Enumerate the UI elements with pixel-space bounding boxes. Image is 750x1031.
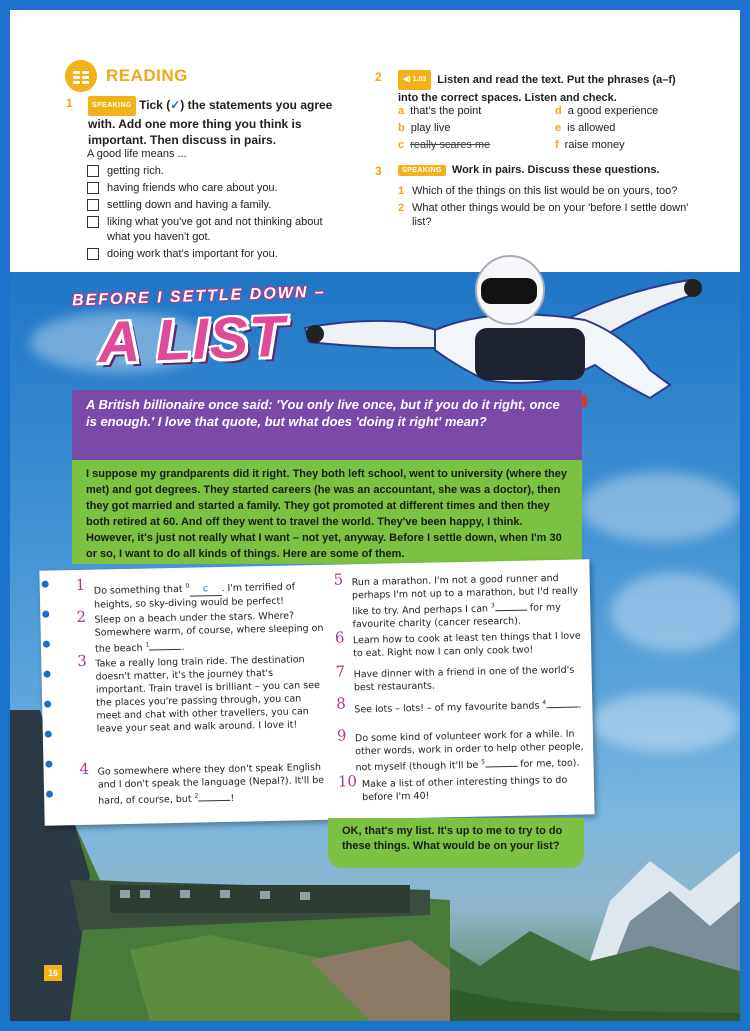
list-item: 8 See lots – lots! – of my favourite bands $^4$ . <box>336 694 582 716</box>
list-item: 3 Take a really long train ride. The destination doesn't matter, it's the journey that's important. Train travel is brilliant – you can see the places you're passing through, you can meet and chat with other travellers, you can leave your seat and walk around. I love it! <box>77 651 320 735</box>
outro-box <box>328 818 584 868</box>
question-2-instructions: ◀) 1.03 Listen and read the text. Put the phrases (a–f) into the correct spaces. Listen and check. <box>398 70 698 106</box>
phrase-item: a that's the point <box>398 105 482 117</box>
checkbox[interactable] <box>87 216 99 228</box>
list-item: 10 Make a list of other interesting things to do before I'm 40! <box>337 772 568 804</box>
phrase-item: e is allowed <box>555 122 616 134</box>
question-3-instructions: SPEAKING Work in pairs. Discuss these questions. <box>398 164 660 176</box>
question-1-instructions: SPEAKING Tick (✓) the statements you agree with. Add one more thing you think is important. Then discuss in pairs. <box>88 96 338 148</box>
intro-text: A British billionaire once said: 'You only live once, but if you do it right, once is enough.' I love that quote, but what does 'doing it right' mean? <box>86 397 560 429</box>
bucket-list-notepad <box>39 559 594 825</box>
list-item: 9 Do some kind of volunteer work for a while. In other words, work in order to help other people, not myself (though it'll be $^5$ for me, too). <box>336 726 584 774</box>
answer-blank[interactable] <box>149 649 181 651</box>
audio-track-button[interactable]: ◀) 1.03 <box>398 70 431 90</box>
speaking-tag: SPEAKING <box>398 165 446 176</box>
checkbox[interactable] <box>87 199 99 211</box>
phrase-item: d a good experience <box>555 105 659 117</box>
discussion-question: 1 Which of the things on this list would be on yours, too? <box>398 185 678 197</box>
answer-blank[interactable] <box>495 610 527 612</box>
article-title: A LIST <box>96 303 287 376</box>
answer-blank[interactable]: c <box>189 582 221 597</box>
article-subtitle: BEFORE I SETTLE DOWN – <box>71 283 326 310</box>
book-icon <box>65 60 97 92</box>
lead-text: A good life means ... <box>87 148 187 160</box>
exercises-section <box>10 10 740 272</box>
list-item: 7 Have dinner with a friend in one of the world's best restaurants. <box>335 662 575 694</box>
question-number: 1 <box>66 96 73 110</box>
list-item: 6 Learn how to cook at least ten things that I love to eat. Right now I can only cook two! <box>334 628 581 660</box>
checkbox-item[interactable]: doing work that's important for you. <box>87 247 347 262</box>
intro-box <box>72 390 582 460</box>
question-number: 3 <box>375 164 382 178</box>
speaking-tag: SPEAKING <box>88 96 136 116</box>
list-item: 1 Do something that $^0$ c . I'm terrified of heights, so sky-diving would be perfect! <box>75 575 296 611</box>
answer-blank[interactable] <box>546 707 578 709</box>
body-text: I suppose my grandparents did it right. They both left school, went to university (where they met) and got degrees. They started careers (he was an accountant, she was a doctor), then they got married and started a family. They got promoted at different times and then they both retired at 60. And off they went to travel the world. They've been happy, I think. However, it's just not really what I want – not yet, anyway. Before I settle down, when I'm 30 or so, I want to do all kinds of things. Here are some of them. <box>86 468 568 560</box>
checkbox-item[interactable]: liking what you've got and not thinking about what you haven't got. <box>87 215 347 245</box>
list-item: 4 Go somewhere where they don't speak English and I don't speak the language (Nepal?). It'll be hard, of course, but $^2$ ! <box>79 759 325 807</box>
phrase-item: f raise money <box>555 139 625 151</box>
answer-blank[interactable] <box>198 800 230 802</box>
checkbox[interactable] <box>87 165 99 177</box>
answer-blank[interactable] <box>485 766 517 768</box>
discussion-question: 2 What other things would be on your 'before I settle down' list? <box>398 202 689 228</box>
checkbox-item[interactable]: having friends who care about you. <box>87 181 347 196</box>
checkbox[interactable] <box>87 182 99 194</box>
list-item: 2 Sleep on a beach under the stars. Where? Somewhere warm, of course, where sleeping on the beach $^1$ . <box>76 607 324 655</box>
textbook-page <box>10 10 740 1021</box>
page-number: 16 <box>44 965 62 981</box>
list-item: 5 Run a marathon. I'm not a good runner and perhaps I'm not up to a marathon, but I'd really like to try. And perhaps I can $^3$ for my favourite charity (cancer research). <box>333 570 579 631</box>
checkbox-item[interactable]: getting rich. <box>87 164 347 179</box>
outro-text: OK, that's my list. It's up to me to try to do these things. What would be on your list? <box>342 825 563 852</box>
checkbox[interactable] <box>87 248 99 260</box>
tick-icon: ✓ <box>170 98 181 113</box>
speaker-icon: ◀) <box>403 76 413 83</box>
phrase-item: b play live <box>398 122 451 134</box>
body-box <box>72 460 582 564</box>
section-title: READING <box>106 66 188 85</box>
question-number: 2 <box>375 70 382 84</box>
phrase-item: c really scares me <box>398 139 491 151</box>
checkbox-item[interactable]: settling down and having a family. <box>87 198 347 213</box>
